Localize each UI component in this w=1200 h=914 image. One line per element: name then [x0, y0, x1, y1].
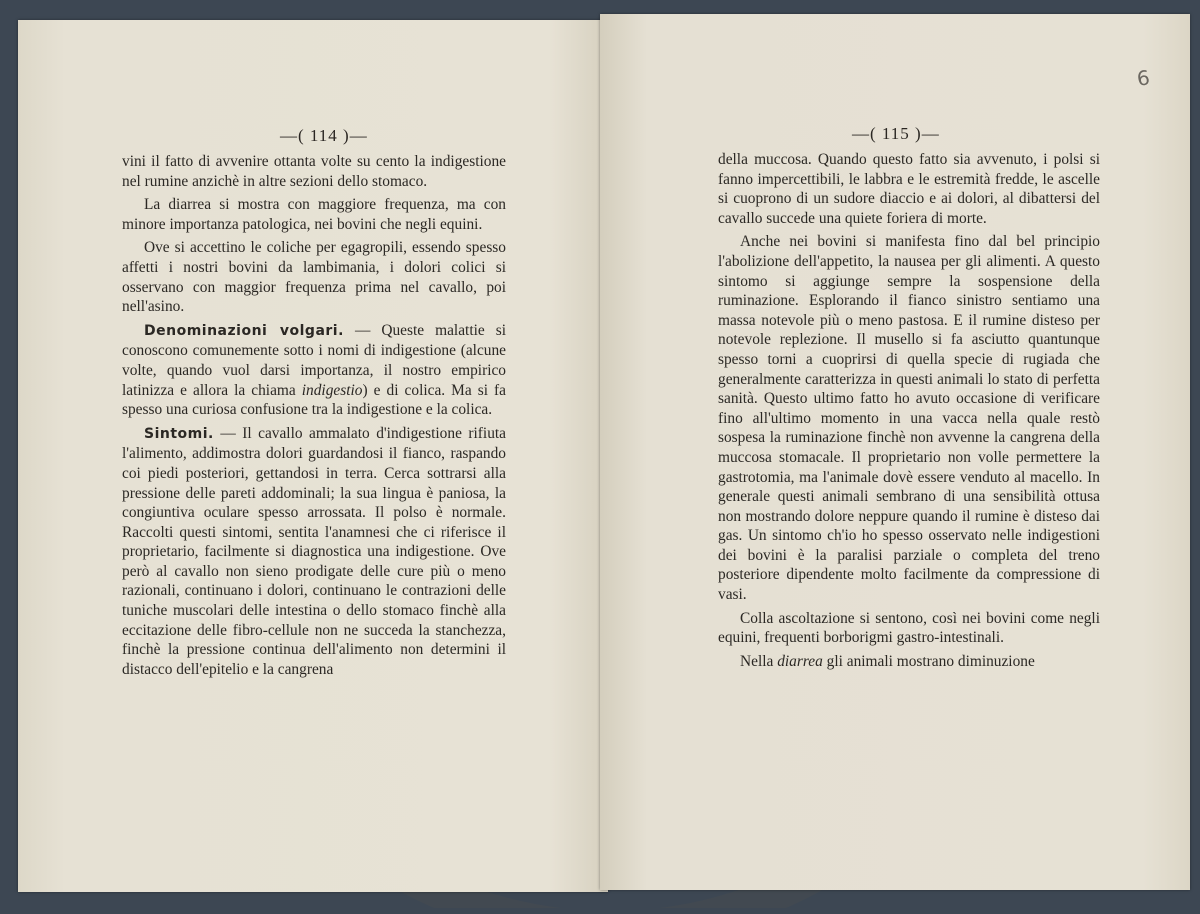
- left-page: [18, 20, 608, 892]
- left-page-body: [122, 152, 506, 679]
- paragraph: Colla ascoltazione si sentono, così nei bovini come negli equini, frequenti borborigmi gastro-intestinali.: [718, 609, 1100, 647]
- paragraph: La diarrea si mostra con maggiore frequenza, ma con minore importanza patologica, nei bovini che negli equini.: [122, 196, 506, 233]
- paragraph: Sintomi. — Il cavallo ammalato d'indigestione rifiuta l'alimento, addimostra dolori guardandosi il fianco, raspando coi piedi posteriori, gettandosi in terra. Cerca sottrarsi alla pressione delle pareti addominali; la sua lingua è paniosa, la congiuntiva oculare spesso arrossata. Il polso è normale. Raccolti questi sintomi, sentita l'anamnesi che ci riferisce il proprietario, facilmente si diagnostica una indigestione. Ove però al cavallo non sieno prodigate delle cure più o meno razionali, continuano i dolori, continuano le contrazioni delle tuniche muscolari delle intestina o dello stomaco finchè alla eccitazione delle fibro-cellule non ne succeda la stanchezza, finchè la pressione continua dell'alimento non determini il distacco dell'epitelio e la cangrena: [122, 424, 506, 678]
- paragraph: Denominazioni volgari. — Queste malattie si conoscono comunemente sotto i nomi di indigestione (alcune volte, quando vuol darsi importanza, il nostro empirico latinizza e allora la chiama indigestio) e di colica. Ma si fa spesso una curiosa confusione tra la indigestione e la colica.: [122, 321, 506, 419]
- page-number-114: —( 114 )—: [280, 126, 368, 145]
- pencil-page-mark: 6: [1135, 65, 1152, 91]
- right-page-body: [718, 150, 1100, 671]
- section-heading: Denominazioni volgari.: [144, 322, 344, 339]
- right-page: [600, 14, 1190, 890]
- paragraph: vini il fatto di avvenire ottanta volte su cento la indigestione nel rumine anzichè in altre sezioni dello stomaco.: [122, 153, 506, 190]
- paragraph: Nella diarrea gli animali mostrano diminuzione: [740, 652, 1035, 670]
- paragraph: Anche nei bovini si manifesta fino dal bel principio l'abolizione dell'appetito, la nausea per gli alimenti. A questo sintomo si aggiunge sempre la sospensione della ruminazione. Esplorando il fianco sinistro sentiamo una massa notevole più o meno pastosa. E il rumine disteso per notevole replezione. Il musello si fa asciutto quantunque spesso torni a cuoprirsi di quella specie di rugiada che generalmente caratterizza in questi animali lo stato di perfetta sanità. Questo ultimo fatto ho avuto occasione di verificare fino all'ultimo momento in una vacca nella quale restò sospesa la ruminazione finchè non avvenne la cangrena della muccosa stomacale. Il proprietario non volle permettere la gastrotomia, ma l'animale dovè essere venduto al macello. In generale questi animali sembrano di una sensibilità ottusa non mostrando dolore neppure quando il rumine è disteso dai gas. Un sintomo ch'io ho spesso osservato nelle indigestioni dei bovini è la paralisi parziale o completa del treno posteriore dipendente molto facilmente da compressione di vasi.: [718, 233, 1100, 604]
- page-number-115: —( 115 )—: [852, 124, 940, 143]
- paragraph: Ove si accettino le coliche per egagropili, essendo spesso affetti i nostri bovini da lambimania, i dolori colici si osservano con maggior frequenza prima nel cavallo, poi nell'asino.: [122, 239, 506, 316]
- paragraph: della muccosa. Quando questo fatto sia avvenuto, i polsi si fanno impercettibili, le labbra e le estremità fredde, le ascelle si cuoprono di un sudore diaccio e ai dolori, al dibattersi del cavallo succede una quiete foriera di morte.: [718, 151, 1100, 227]
- section-heading: Sintomi.: [144, 425, 214, 442]
- book-spread: [10, 8, 1192, 906]
